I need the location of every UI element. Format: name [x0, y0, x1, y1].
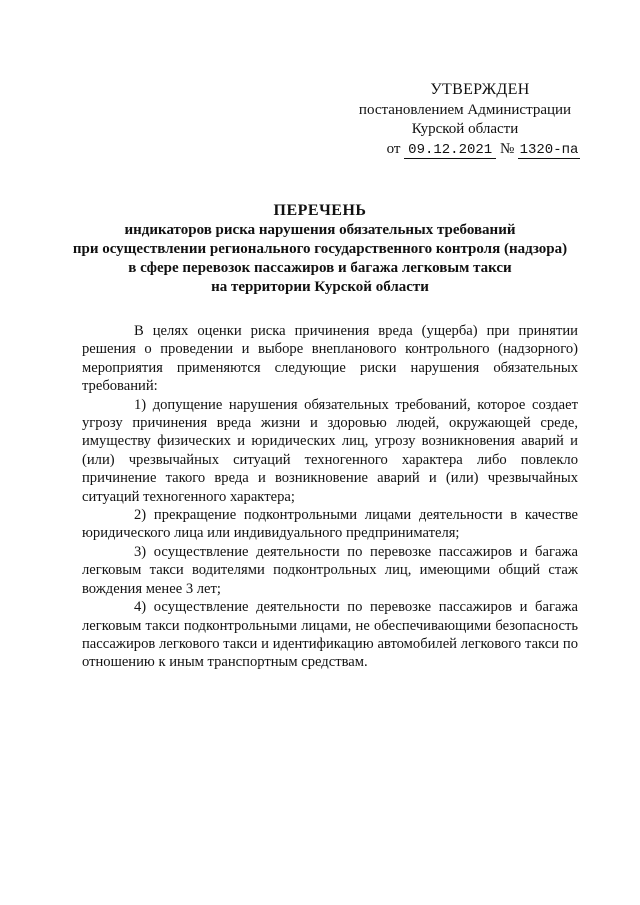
date-prefix: от — [386, 141, 401, 157]
heading-line-3: в сфере перевозок пассажиров и багажа легковым такси — [128, 260, 512, 276]
heading-line-4: на территории Курской области — [211, 279, 429, 295]
list-item-2: 2) прекращение подконтрольными лицами деятельности в качестве юридического лица или индивидуального предпринимателя; — [82, 507, 578, 542]
document-body — [82, 322, 578, 672]
approval-title: УТВЕРЖДЕН — [430, 81, 530, 98]
approval-date: 09.12.2021 — [408, 142, 493, 158]
approval-line-1: постановлением Администрации — [358, 102, 572, 118]
heading-line-2: при осуществлении регионального государственного контроля (надзора) — [72, 241, 568, 257]
approval-number: 1320-па — [519, 142, 579, 158]
list-item-4: 4) осуществление деятельности по перевозке пассажиров и багажа легковым такси подконтрольными лицами, не обеспечивающими безопасность пассажиров легкового такси и идентификацию автомобилей легкового такси по отношению к иным транспортным средствам. — [82, 599, 578, 671]
list-item-3: 3) осуществление деятельности по перевозке пассажиров и багажа легковым такси водителями подконтрольных лиц, имеющими общий стаж вождения менее 3 лет; — [82, 543, 578, 597]
list-item-1: 1) допущение нарушения обязательных требований, которое создает угрозу причинения вреда жизни и здоровью людей, окружающей среде, имуществу физических и юридических лиц, угрозу возникновения аварий и (или) чрезвычайных ситуаций техногенного характера либо повлекло причинение такого вреда и возникновение аварий и (или) чрезвычайных ситуаций техногенного характера; — [82, 396, 578, 505]
number-field-wrap — [518, 142, 580, 159]
approval-date-line — [340, 140, 580, 159]
date-field-wrap — [404, 142, 496, 159]
heading-main: ПЕРЕЧЕНЬ — [273, 202, 367, 219]
number-prefix: № — [499, 141, 515, 157]
intro-paragraph: В целях оценки риска причинения вреда (ущерба) при принятии решения о проведении и выборе внепланового контрольного (надзорного) мероприятия применяются следующие риски нарушения обязательных требований: — [82, 323, 578, 395]
approval-line-2: Курской области — [411, 121, 519, 137]
document-heading — [70, 201, 570, 297]
approval-stamp — [340, 80, 580, 159]
heading-line-1: индикаторов риска нарушения обязательных требований — [124, 222, 516, 238]
